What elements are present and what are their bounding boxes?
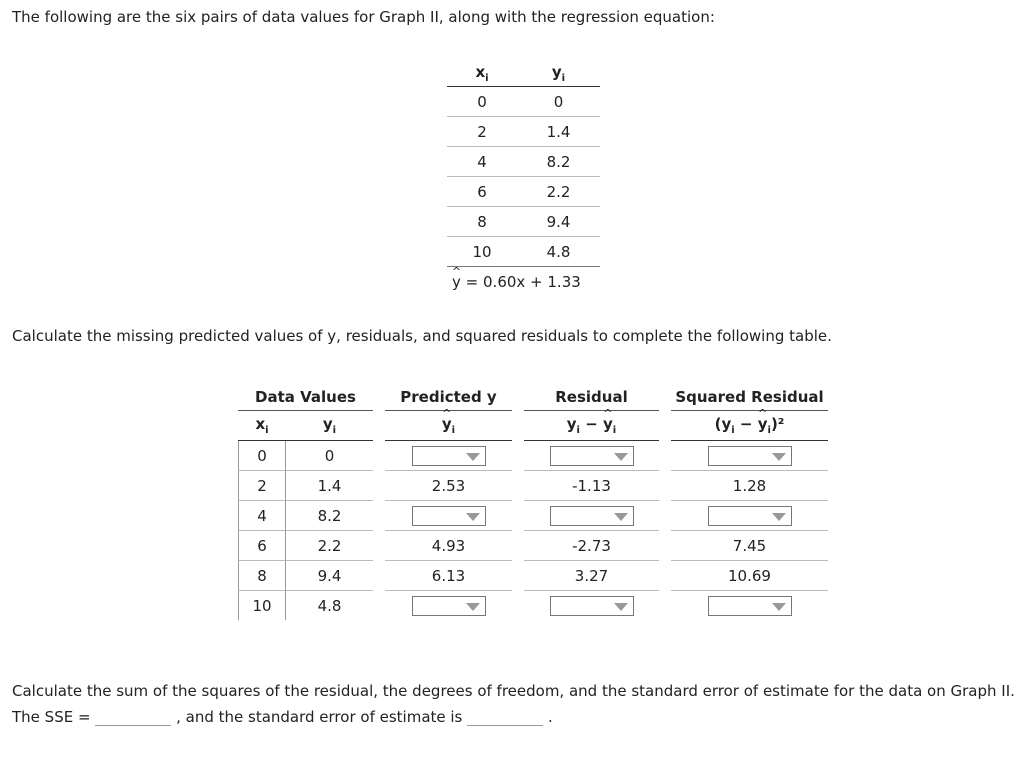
residual-table (238, 378, 828, 620)
y-value: 9.4 (286, 561, 373, 591)
residual-value: -2.73 (524, 531, 659, 561)
squared-residual-value: 1.28 (671, 471, 828, 501)
predicted-dropdown[interactable] (412, 506, 486, 526)
x-value: 2 (238, 471, 286, 501)
predicted-header: Predicted y (385, 378, 512, 411)
yhat-subheader: ^ $y_i$ (385, 411, 512, 441)
table-row (447, 177, 600, 207)
x-value: 10 (447, 237, 517, 267)
residual-value: 3.27 (524, 561, 659, 591)
y-value: 2.2 (517, 177, 600, 207)
x-value: 6 (447, 177, 517, 207)
squared-residual-dropdown[interactable] (708, 596, 792, 616)
graph-ii-data-table (447, 60, 600, 267)
y-value: 1.4 (517, 117, 600, 147)
squared-residual-dropdown[interactable] (708, 446, 792, 466)
squared-residual-value: 10.69 (671, 561, 828, 591)
table-row (238, 591, 828, 620)
table-row (447, 237, 600, 267)
sse-answer-blank[interactable] (95, 709, 171, 726)
x-value: 0 (447, 87, 517, 117)
y-value: 0 (286, 441, 373, 471)
y-hat-symbol: ^ y (452, 273, 461, 291)
squared-residual-cell (671, 591, 828, 620)
table-row (238, 561, 828, 591)
x-value: 2 (447, 117, 517, 147)
residual-dropdown[interactable] (550, 506, 634, 526)
predicted-cell (385, 501, 512, 531)
residual-cell (524, 501, 659, 531)
predicted-dropdown[interactable] (412, 446, 486, 466)
y-value: 1.4 (286, 471, 373, 501)
table-row (238, 471, 828, 501)
x-value: 4 (447, 147, 517, 177)
x-value: 10 (238, 591, 286, 620)
squared-residual-header: Squared Residual (671, 378, 828, 411)
yi-subheader: $y_i$ (286, 411, 373, 441)
predicted-dropdown[interactable] (412, 596, 486, 616)
predicted-cell (385, 591, 512, 620)
residual-dropdown[interactable] (550, 446, 634, 466)
residual-subheader: $y_i$ − ^ $y_i$ (524, 411, 659, 441)
sse-prompt-text: Calculate the sum of the squares of the residual, the degrees of freedom, and the standard error of estimate for the data on Graph II. The SSE = (12, 682, 1015, 726)
y-value: 0 (517, 87, 600, 117)
squared-residual-dropdown[interactable] (708, 506, 792, 526)
y-value: 8.2 (517, 147, 600, 177)
table-row (447, 117, 600, 147)
sse-prompt (12, 678, 1022, 730)
x-header: $x_i$ (447, 60, 517, 87)
y-value: 8.2 (286, 501, 373, 531)
residual-header: Residual (524, 378, 659, 411)
x-value: 0 (238, 441, 286, 471)
predicted-value: 6.13 (385, 561, 512, 591)
regression-equation (452, 273, 581, 291)
calc-prompt: Calculate the missing predicted values of y, residuals, and squared residuals to complete the following table. (12, 327, 832, 345)
table-row (447, 87, 600, 117)
x-value: 8 (447, 207, 517, 237)
table-row (238, 501, 828, 531)
predicted-value: 4.93 (385, 531, 512, 561)
y-header: $y_i$ (517, 60, 600, 87)
residual-cell (524, 441, 659, 471)
residual-value: -1.13 (524, 471, 659, 501)
sentence-end: . (547, 708, 553, 726)
xi-subheader: $x_i$ (238, 411, 286, 441)
squared-subheader: ($y_i$ − ^ $y_i)^2$ (671, 411, 828, 441)
predicted-cell (385, 441, 512, 471)
x-value: 8 (238, 561, 286, 591)
regression-rhs: = 0.60x + 1.33 (465, 273, 581, 291)
y-value: 2.2 (286, 531, 373, 561)
y-value: 4.8 (517, 237, 600, 267)
y-value: 9.4 (517, 207, 600, 237)
predicted-value: 2.53 (385, 471, 512, 501)
x-value: 4 (238, 501, 286, 531)
table-row (238, 531, 828, 561)
data-values-header: Data Values (238, 378, 373, 411)
squared-residual-value: 7.45 (671, 531, 828, 561)
residual-cell (524, 591, 659, 620)
table-row (447, 147, 600, 177)
residual-dropdown[interactable] (550, 596, 634, 616)
squared-residual-cell (671, 501, 828, 531)
table-row (447, 207, 600, 237)
se-answer-blank[interactable] (467, 709, 543, 726)
intro-text: The following are the six pairs of data values for Graph II, along with the regression equation: (12, 8, 715, 26)
y-value: 4.8 (317, 596, 342, 615)
se-prompt-text: , and the standard error of estimate is (176, 708, 463, 726)
x-value: 6 (238, 531, 286, 561)
table-row (238, 441, 828, 471)
squared-residual-cell (671, 441, 828, 471)
